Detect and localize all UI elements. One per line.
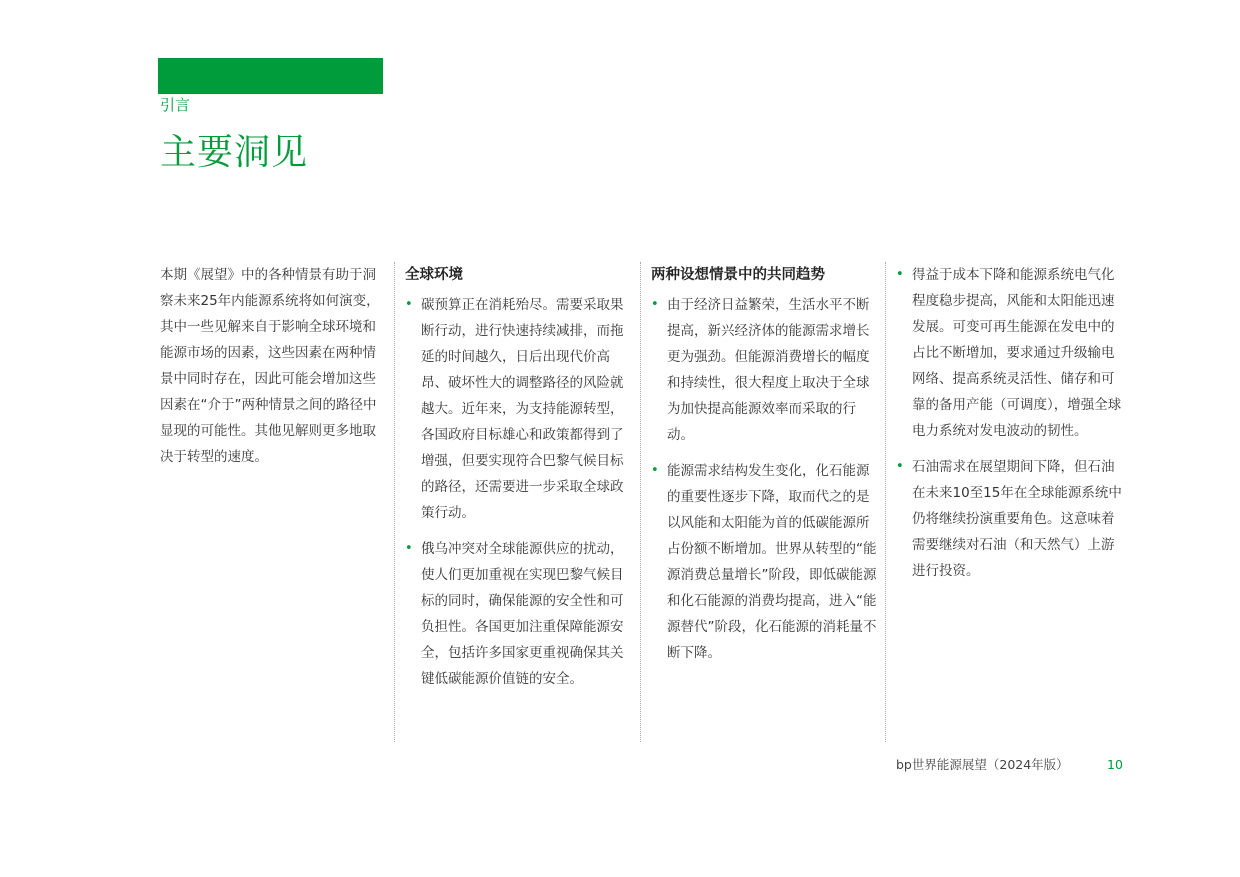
list-item xyxy=(651,458,877,666)
list-item-text: 俄乌冲突对全球能源供应的扰动，使人们更加重视在实现巴黎气候目标的同时，确保能源的安全性和可负担性。各国更加注重保障能源安全，包括许多国家更重视确保其关键低碳能源价值链的安全。 xyxy=(421,541,624,687)
bullet-icon: • xyxy=(896,267,904,282)
list-item xyxy=(896,262,1124,444)
list-item-text: 由于经济日益繁荣，生活水平不断提高，新兴经济体的能源需求增长更为强劲。但能源消费增长的幅度和持续性，很大程度上取决于全球为加快提高能源效率而采取的行动。 xyxy=(667,297,870,443)
global-environment-column xyxy=(405,262,631,702)
continued-trends-column xyxy=(896,262,1124,594)
list-item xyxy=(651,292,877,448)
bullet-icon: • xyxy=(405,541,413,556)
list-item-text: 得益于成本下降和能源系统电气化程度稳步提高，风能和太阳能迅速发展。可变可再生能源在发电中的占比不断增加，要求通过升级输电网络、提高系统灵活性、储存和可靠的备用产能（可调度），增强全球电力系统对发电波动的韧性。 xyxy=(912,267,1122,439)
section-label: 引言 xyxy=(160,96,191,114)
continued-trends-list xyxy=(896,262,1124,584)
common-trends-column xyxy=(651,262,877,676)
list-item xyxy=(896,454,1124,584)
intro-paragraph: 本期《展望》中的各种情景有助于洞察未来25年内能源系统将如何演变，其中一些见解来自于影响全球环境和能源市场的因素，这些因素在两种情景中同时存在，因此可能会增加这些因素在“介于”两种情景之间的路径中显现的可能性。其他见解则更多地取决于转型的速度。 xyxy=(160,267,380,465)
page-number: 10 xyxy=(1107,757,1123,772)
column-divider xyxy=(394,262,395,742)
intro-column xyxy=(160,262,386,470)
bullet-icon: • xyxy=(405,297,413,312)
list-item-text: 碳预算正在消耗殆尽。需要采取果断行动，进行快速持续减排，而拖延的时间越久，日后出现代价高昂、破坏性大的调整路径的风险就越大。近年来，为支持能源转型，各国政府目标雄心和政策都得到了增强，但要实现符合巴黎气候目标的路径，还需要进一步采取全球政策行动。 xyxy=(421,297,624,521)
global-environment-heading: 全球环境 xyxy=(405,267,463,283)
page-title: 主要洞见 xyxy=(160,132,309,173)
bullet-icon: • xyxy=(651,297,659,312)
list-item xyxy=(405,536,631,692)
bullet-icon: • xyxy=(651,463,659,478)
publication-title: bp世界能源展望（2024年版） xyxy=(896,757,1069,772)
bullet-icon: • xyxy=(896,459,904,474)
section-color-bar xyxy=(158,58,383,94)
column-divider xyxy=(640,262,641,742)
list-item xyxy=(405,292,631,526)
common-trends-heading: 两种设想情景中的共同趋势 xyxy=(651,267,825,283)
list-item-text: 石油需求在展望期间下降，但石油在未来10至15年在全球能源系统中仍将继续扮演重要角色。这意味着需要继续对石油（和天然气）上游进行投资。 xyxy=(912,459,1122,579)
common-trends-list xyxy=(651,292,877,666)
column-divider xyxy=(885,262,886,742)
list-item-text: 能源需求结构发生变化，化石能源的重要性逐步下降，取而代之的是以风能和太阳能为首的低碳能源所占份额不断增加。世界从转型的“能源消费总量增长”阶段，即低碳能源和化石能源的消费均提高，进入“能源替代”阶段，化石能源的消耗量不断下降。 xyxy=(667,463,877,661)
global-environment-list xyxy=(405,292,631,692)
